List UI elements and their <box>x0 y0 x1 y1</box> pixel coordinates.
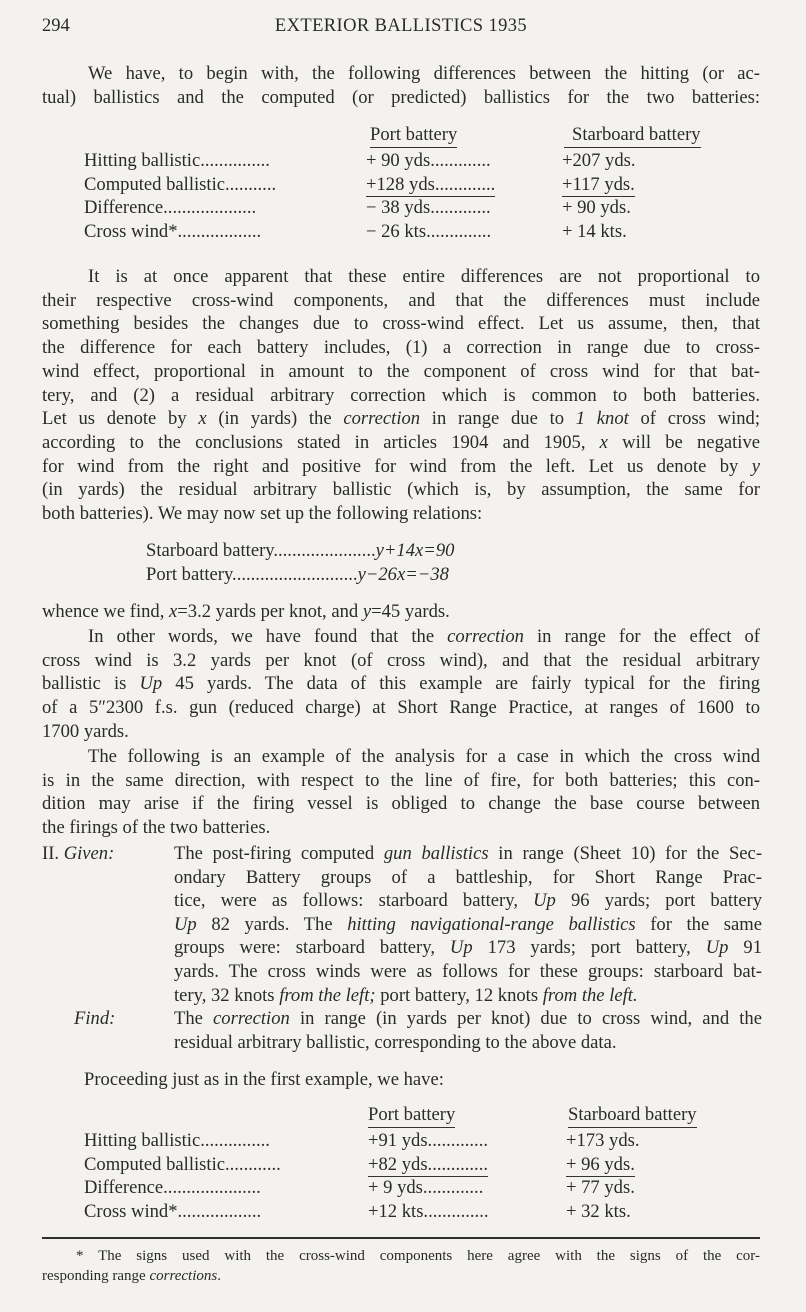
text-line <box>42 672 760 696</box>
row-label: Computed ballistic............ <box>84 1153 281 1175</box>
italic-term: correction <box>447 626 524 647</box>
starboard-value: + 77 yds. <box>566 1177 635 1198</box>
port-value <box>368 1154 488 1176</box>
page-number: 294 <box>42 16 70 36</box>
text-line: It is at once apparent that these entire differences are not proportional to <box>88 266 760 287</box>
equation-expression: y−26x=−38 <box>357 564 449 585</box>
text-run: =45 yards. <box>371 601 450 622</box>
underlined-value: +128 yds............. <box>366 173 496 195</box>
text-line: dition may arise if the firing vessel is obliged to change the base course between <box>42 793 760 815</box>
italic-term: Up <box>449 937 473 959</box>
text-line: We have, to begin with, the following differences between the hitting (or ac- <box>88 63 760 84</box>
port-value: +91 yds............. <box>368 1130 488 1151</box>
problem-number <box>42 842 114 866</box>
text-run: 173 yards; port battery, <box>472 937 706 959</box>
starboard-value: +173 yds. <box>566 1130 640 1151</box>
equation-row <box>146 564 454 588</box>
equation-label: Port battery........................... <box>146 564 358 585</box>
text-line: the difference for each battery includes, (1) a correction in range due to cross- <box>42 337 760 359</box>
text-run: for wind from the right and positive for wind from the left. Let us denote by <box>42 455 752 477</box>
underlined-value: + 96 yds. <box>566 1153 635 1175</box>
text-line: residual arbitrary ballistic, corresponding to the above data. <box>174 1031 617 1053</box>
row-label: Cross wind*.................. <box>84 220 262 242</box>
text-run: tice, were as follows: starboard battery, <box>174 890 534 912</box>
text-line <box>174 936 762 960</box>
text-line <box>174 1007 762 1031</box>
italic-term: Up <box>533 890 556 912</box>
port-value: + 9 yds............. <box>368 1177 484 1198</box>
math-var: x <box>169 601 178 622</box>
text-run: in range for the effect of <box>523 626 760 647</box>
text-run: . <box>217 1268 221 1284</box>
text-line: Proceeding just as in the first example, we have: <box>84 1069 444 1090</box>
find-body <box>174 1007 762 1054</box>
footnote <box>42 1246 760 1286</box>
equation-row <box>146 540 454 564</box>
text-run: ballistic is <box>42 673 140 695</box>
row-label: Computed ballistic........... <box>84 173 277 195</box>
column-header-starboard: Starboard battery <box>564 124 701 148</box>
footnote-line <box>42 1266 760 1286</box>
whence-line <box>42 600 760 624</box>
text-line: their respective cross-wind components, and that the differences must include <box>42 289 760 311</box>
equation-expression: y+14x=90 <box>375 540 455 561</box>
starboard-value: + 14 kts. <box>562 220 627 242</box>
text-line <box>42 455 760 479</box>
text-line <box>174 842 762 866</box>
table-row <box>84 221 744 245</box>
text-line: of a 5″2300 f.s. gun (reduced charge) at Short Range Practice, at ranges of 1600 to <box>42 697 760 719</box>
italic-term: correction <box>343 408 421 430</box>
conclusion-paragraph <box>42 625 760 744</box>
text-line: both batteries). We may now set up the following relations: <box>42 503 483 525</box>
text-line <box>174 889 762 913</box>
row-label: Cross wind*.................. <box>84 1200 262 1222</box>
column-header-port: Port battery <box>368 1104 455 1128</box>
text-run: tery, 32 knots <box>174 984 280 1006</box>
table-row <box>84 197 744 221</box>
comparison-table-2 <box>84 1104 744 1224</box>
text-run: for the same <box>635 913 763 935</box>
find-label: Find: <box>74 1008 116 1029</box>
example-intro-paragraph <box>42 745 760 840</box>
text-line: the firings of the two batteries. <box>42 817 271 839</box>
italic-term: correction <box>213 1008 290 1029</box>
math-var: x <box>198 408 207 430</box>
math-var: y <box>751 455 760 477</box>
text-run: responding range <box>42 1268 150 1284</box>
port-value: +12 kts.............. <box>368 1200 489 1222</box>
italic-term: Up <box>705 937 729 959</box>
italic-term: corrections <box>149 1268 218 1284</box>
text-line: yards. The cross winds were as follows for these groups: starboard bat- <box>174 960 762 982</box>
text-run: (in yards) the <box>206 408 344 430</box>
footnote-line: * The signs used with the cross-wind components here agree with the signs of the cor- <box>76 1248 760 1264</box>
row-label: Hitting ballistic............... <box>84 1130 270 1151</box>
text-line <box>42 407 760 431</box>
port-value: − 38 yds............. <box>366 197 491 218</box>
given-body <box>174 842 762 1007</box>
starboard-value <box>566 1154 635 1176</box>
text-run: in range (Sheet 10) for the Sec- <box>488 843 763 864</box>
text-line: (in yards) the residual arbitrary ballistic (which is, by assumption, the same for <box>42 479 760 501</box>
text-run: whence we find, <box>42 601 170 622</box>
text-line <box>42 431 760 455</box>
text-line <box>174 984 762 1008</box>
text-run: of cross wind; <box>628 408 760 430</box>
column-header-port: Port battery <box>370 124 457 148</box>
text-run: groups were: starboard battery, <box>174 937 450 959</box>
text-run: port battery, 12 knots <box>375 984 543 1006</box>
starboard-value: + 32 kts. <box>566 1200 631 1222</box>
comparison-table-1 <box>84 124 744 244</box>
italic-term: Up <box>139 673 163 695</box>
starboard-value <box>562 174 635 196</box>
equations-block <box>146 540 454 588</box>
table-row <box>84 1130 744 1154</box>
problem-given-block <box>42 842 762 1072</box>
port-value: + 90 yds............. <box>366 150 491 171</box>
row-label: Hitting ballistic............... <box>84 150 270 171</box>
column-header-starboard: Starboard battery <box>568 1104 697 1128</box>
text-run: in range due to <box>420 408 576 430</box>
equation-label: Starboard battery...................... <box>146 540 376 561</box>
table-row <box>84 1154 744 1178</box>
text-run: in range (in yards per knot) due to cross wind, and the <box>289 1008 762 1029</box>
math-var: y <box>362 601 372 622</box>
text-line: 1700 yards. <box>42 720 129 742</box>
italic-term: gun ballistics <box>383 843 489 864</box>
table-header <box>84 124 744 150</box>
text-run: will be negative <box>607 431 760 453</box>
proceeding-line <box>84 1068 684 1092</box>
italic-term: 1 knot <box>575 408 629 430</box>
text-run: In other words, we have found that the <box>88 626 448 647</box>
running-title: EXTERIOR BALLISTICS 1935 <box>274 16 528 36</box>
text-line: The following is an example of the analysis for a case in which the cross wind <box>88 746 760 767</box>
text-run: 45 yards. The data of this example are fairly typical for the firing <box>162 673 760 695</box>
text-line: something besides the changes due to cross-wind effect. Let us assume, then, that <box>42 313 760 335</box>
intro-paragraph <box>42 62 760 109</box>
row-label: Difference.................... <box>84 197 257 218</box>
text-run: according to the conclusions stated in articles 1904 and 1905, <box>42 431 600 453</box>
text-run: The post-firing computed <box>174 843 384 864</box>
underlined-value: +117 yds. <box>562 173 635 195</box>
starboard-value: + 90 yds. <box>562 197 631 218</box>
given-label: Given: <box>63 843 115 864</box>
text-run: 96 yards; port battery <box>555 890 762 912</box>
footnote-divider <box>42 1237 760 1239</box>
table-row <box>84 1201 744 1225</box>
text-run: The <box>174 1008 214 1029</box>
text-run: 91 <box>728 937 762 959</box>
italic-term: from the left; <box>279 984 376 1006</box>
table-header <box>84 1104 744 1130</box>
text-line <box>42 625 760 649</box>
italic-term: from the left. <box>542 984 638 1006</box>
find-label-wrap <box>74 1007 115 1031</box>
table-row <box>84 1177 744 1201</box>
page-header <box>42 16 760 42</box>
math-var: x <box>599 431 608 453</box>
text-line: tery, and (2) a residual arbitrary correction which is common to both batteries. <box>42 384 760 406</box>
port-value <box>366 174 495 196</box>
text-line <box>174 913 762 937</box>
italic-term: hitting navigational-range ballistics <box>347 913 636 935</box>
table-row <box>84 174 744 198</box>
problem-number-text: II. <box>42 843 60 864</box>
analysis-paragraph <box>42 265 760 526</box>
text-line: is in the same direction, with respect to the line of fire, for both batteries; this con- <box>42 769 760 791</box>
text-run: Let us denote by <box>42 408 199 430</box>
text-line: cross wind is 3.2 yards per knot (of cross wind), and that the residual arbitrary <box>42 649 760 671</box>
text-line: wind effect, proportional in amount to the component of cross wind for that bat- <box>42 360 760 382</box>
text-run: =3.2 yards per knot, and <box>177 601 363 622</box>
italic-term: Up <box>174 913 197 935</box>
text-line: ondary Battery groups of a battleship, for Short Range Prac- <box>174 866 762 888</box>
row-label: Difference..................... <box>84 1177 261 1198</box>
text-line: tual) ballistics and the computed (or predicted) ballistics for the two batteries: <box>42 86 760 108</box>
underlined-value: +82 yds............. <box>368 1153 488 1175</box>
text-line <box>42 600 760 624</box>
text-run: 82 yards. The <box>196 913 348 935</box>
starboard-value: +207 yds. <box>562 150 636 171</box>
table-row <box>84 150 744 174</box>
port-value: − 26 kts.............. <box>366 220 492 242</box>
